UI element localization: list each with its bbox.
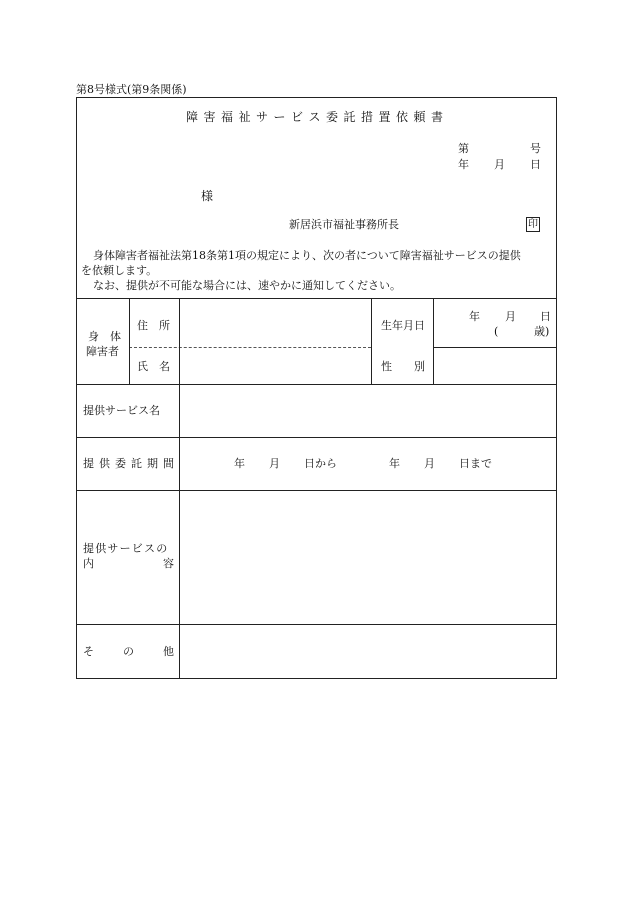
age-open-paren: ( — [494, 325, 499, 338]
other-label-b: の — [123, 645, 134, 658]
form-title: 障害福祉サービス委託措置依頼書 — [186, 110, 449, 124]
content-label-line-2b: 容 — [163, 557, 174, 570]
period-from-year: 年 — [234, 457, 245, 470]
content-label-line-1: 提供サービスの — [83, 542, 169, 555]
service-name-field[interactable] — [181, 386, 555, 436]
body-text-line-3: なお、提供が不可能な場合には、速やかに通知してください。 — [93, 279, 401, 292]
period-from-month: 月 — [269, 457, 280, 470]
name-label: 氏 名 — [137, 360, 170, 373]
person-label-line-1: 身 体 — [88, 330, 121, 343]
seal-mark: 印 — [528, 219, 538, 230]
period-to-month: 月 — [424, 457, 435, 470]
birth-day-label: 日 — [540, 310, 551, 323]
issue-date-year: 年 — [458, 158, 469, 171]
form-number: 第8号様式(第9条関係) — [76, 83, 187, 96]
other-field[interactable] — [181, 626, 555, 677]
service-name-label: 提供サービス名 — [83, 404, 160, 417]
birth-year-label: 年 — [469, 310, 480, 323]
issue-date-month: 月 — [494, 158, 505, 171]
body-text-line-2: を依頼します。 — [81, 264, 158, 277]
period-to-year: 年 — [389, 457, 400, 470]
doc-number-prefix: 第 — [458, 142, 469, 155]
issue-date-day: 日 — [530, 158, 541, 171]
period-label-text: 提供委託期間 — [83, 457, 179, 470]
sex-label: 性 別 — [381, 360, 425, 373]
addressee-suffix: 様 — [201, 189, 214, 203]
period-from-day: 日から — [304, 457, 337, 470]
name-field[interactable] — [181, 350, 369, 383]
period-label — [83, 457, 179, 470]
doc-number-suffix: 号 — [530, 142, 541, 155]
other-label-a: そ — [83, 645, 94, 658]
address-field[interactable] — [181, 300, 369, 345]
period-field[interactable] — [181, 439, 555, 489]
other-label-c: 他 — [163, 645, 174, 658]
person-label-line-2: 障害者 — [86, 345, 119, 358]
sex-field[interactable] — [435, 350, 555, 383]
birth-month-label: 月 — [505, 310, 516, 323]
content-field[interactable] — [181, 492, 555, 623]
body-text-line-1: 身体障害者福祉法第18条第1項の規定により、次の者について障害福祉サービスの提供 — [93, 249, 521, 262]
birth-date-label: 生年月日 — [381, 319, 425, 332]
birth-date-field[interactable] — [435, 300, 555, 345]
period-to-day: 日まで — [459, 457, 492, 470]
content-label-line-2a: 内 — [83, 557, 94, 570]
address-label: 住 所 — [137, 319, 170, 332]
issuer-name: 新居浜市福祉事務所長 — [289, 218, 399, 231]
age-close-label: 歳) — [534, 325, 550, 338]
